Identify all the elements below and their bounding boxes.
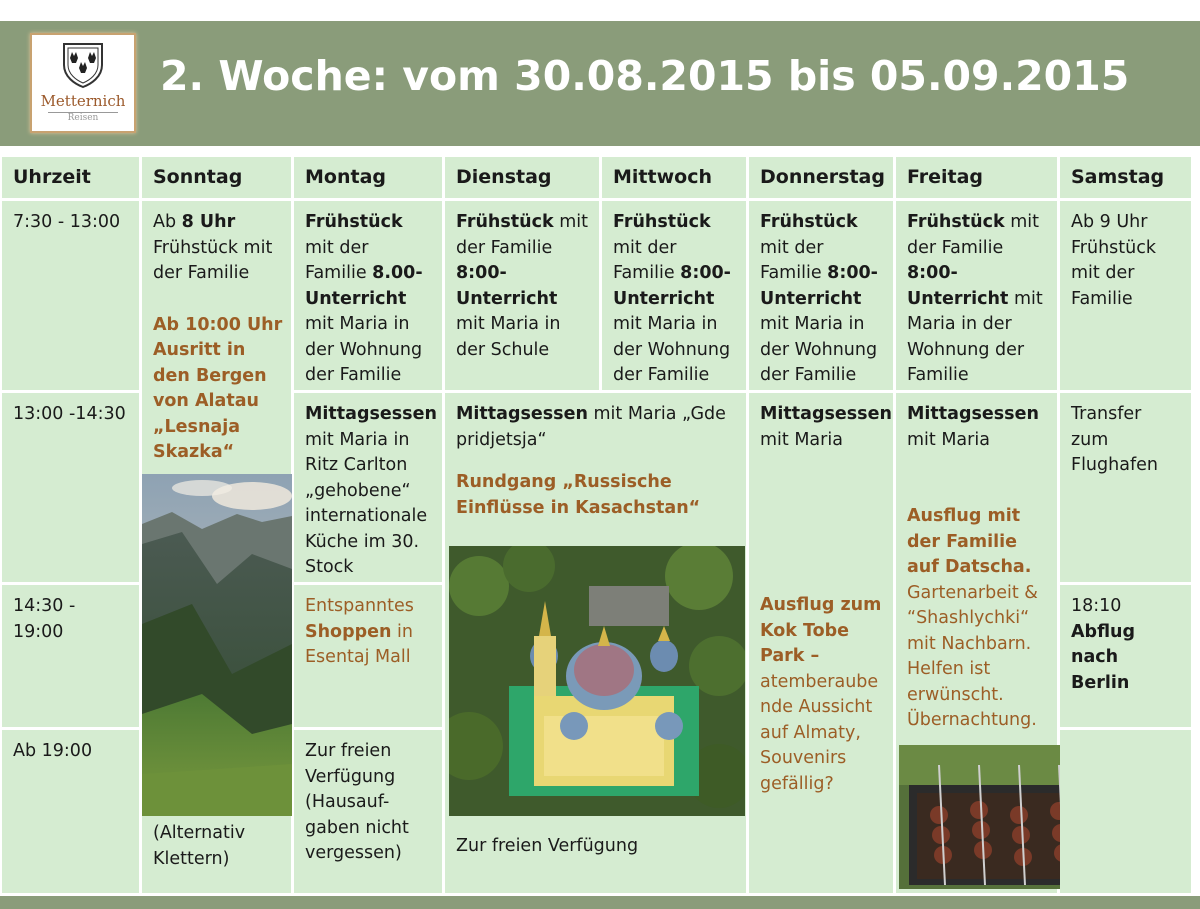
metternich-logo xyxy=(30,33,136,133)
col-header-sonntag: Sonntag xyxy=(142,157,291,198)
page-title: 2. Woche: vom 30.08.2015 bis 05.09.2015 xyxy=(160,52,1130,100)
logo-name: Metternich xyxy=(40,92,126,110)
time-slot-2: 13:00 -14:30 xyxy=(2,393,139,582)
freitag-morning: Frühstück mit der Familie 8:00-Unterricht mit Maria in der Wohnung der Familie xyxy=(896,201,1057,390)
samstag-morning: Ab 9 Uhr Frühstück mit der Familie xyxy=(1060,201,1191,390)
col-header-uhrzeit: Uhrzeit xyxy=(2,157,139,198)
logo-subtitle: Reisen xyxy=(48,112,118,123)
col-header-donnerstag: Donnerstag xyxy=(749,157,893,198)
donnerstag-afternoon xyxy=(749,393,893,893)
time-slot-4: Ab 19:00 xyxy=(2,730,139,893)
col-header-mittwoch: Mittwoch xyxy=(602,157,746,198)
freitag-ausflug: Ausflug mit der Familie auf Datscha. Gartenarbeit & “Shashlychki“ mit Nachbarn. Helfen ist erwünscht. Übernachtung. xyxy=(907,506,1038,730)
sonntag-alternativ: (Alternativ Klettern) xyxy=(153,823,246,869)
footer-bar xyxy=(0,896,1200,909)
montag-evening: Zur freien Verfügung (Hausauf-gaben nicht vergessen) xyxy=(294,730,442,893)
samstag-transfer: Transfer zum Flughafen xyxy=(1060,393,1191,582)
dienstag-mittag: Mittagsessen mit Maria „Gde pridjetsja“ xyxy=(456,404,726,450)
dienstag-evening: Zur freien Verfügung xyxy=(456,836,639,856)
mittwoch-morning: Frühstück mit der Familie 8:00-Unterricht mit Maria in der Wohnung der Familie xyxy=(602,201,746,390)
col-header-dienstag: Dienstag xyxy=(445,157,599,198)
montag-morning: Frühstück mit der Familie 8.00-Unterricht mit Maria in der Wohnung der Familie xyxy=(294,201,442,390)
montag-mittag: Mittagsessen mit Maria in Ritz Carlton „gehobene“ internationale Küche im 30. Stock xyxy=(294,393,442,582)
mountain-valley-photo xyxy=(142,474,292,816)
coat-of-arms-icon xyxy=(61,41,105,89)
dienstag-rundgang: Rundgang „Russische Einflüsse in Kasachstan“ xyxy=(456,472,701,518)
dienstag-morning: Frühstück mit der Familie 8:00-Unterricht mit Maria in der Schule xyxy=(445,201,599,390)
col-header-freitag: Freitag xyxy=(896,157,1057,198)
sonntag-ausritt: Ab 10:00 Uhr Ausritt in den Bergen von Alatau „Lesnaja Skazka“ xyxy=(153,314,283,462)
samstag-evening xyxy=(1060,730,1191,893)
col-header-samstag: Samstag xyxy=(1060,157,1191,198)
time-slot-1: 7:30 - 13:00 xyxy=(2,201,139,390)
donnerstag-mittag: Mittagsessen mit Maria xyxy=(760,404,892,450)
freitag-mittag: Mittagsessen mit Maria xyxy=(907,404,1039,450)
time-slot-3: 14:30 - 19:00 xyxy=(2,585,139,727)
samstag-flight: 18:10 Abflug nach Berlin xyxy=(1060,585,1191,727)
col-header-montag: Montag xyxy=(294,157,442,198)
montag-shopping: Entspanntes Shoppen in Esentaj Mall xyxy=(294,585,442,727)
sonntag-breakfast: Ab 8 Uhr Frühstück mit der Familie xyxy=(153,212,273,283)
donnerstag-ausflug: Ausflug zum Kok Tobe Park – atemberaube nde Aussicht auf Almaty, Souvenirs gefällig? xyxy=(760,595,882,794)
ascension-cathedral-photo xyxy=(449,546,745,816)
donnerstag-morning: Frühstück mit der Familie 8:00-Unterricht mit Maria in der Wohnung der Familie xyxy=(749,201,893,390)
